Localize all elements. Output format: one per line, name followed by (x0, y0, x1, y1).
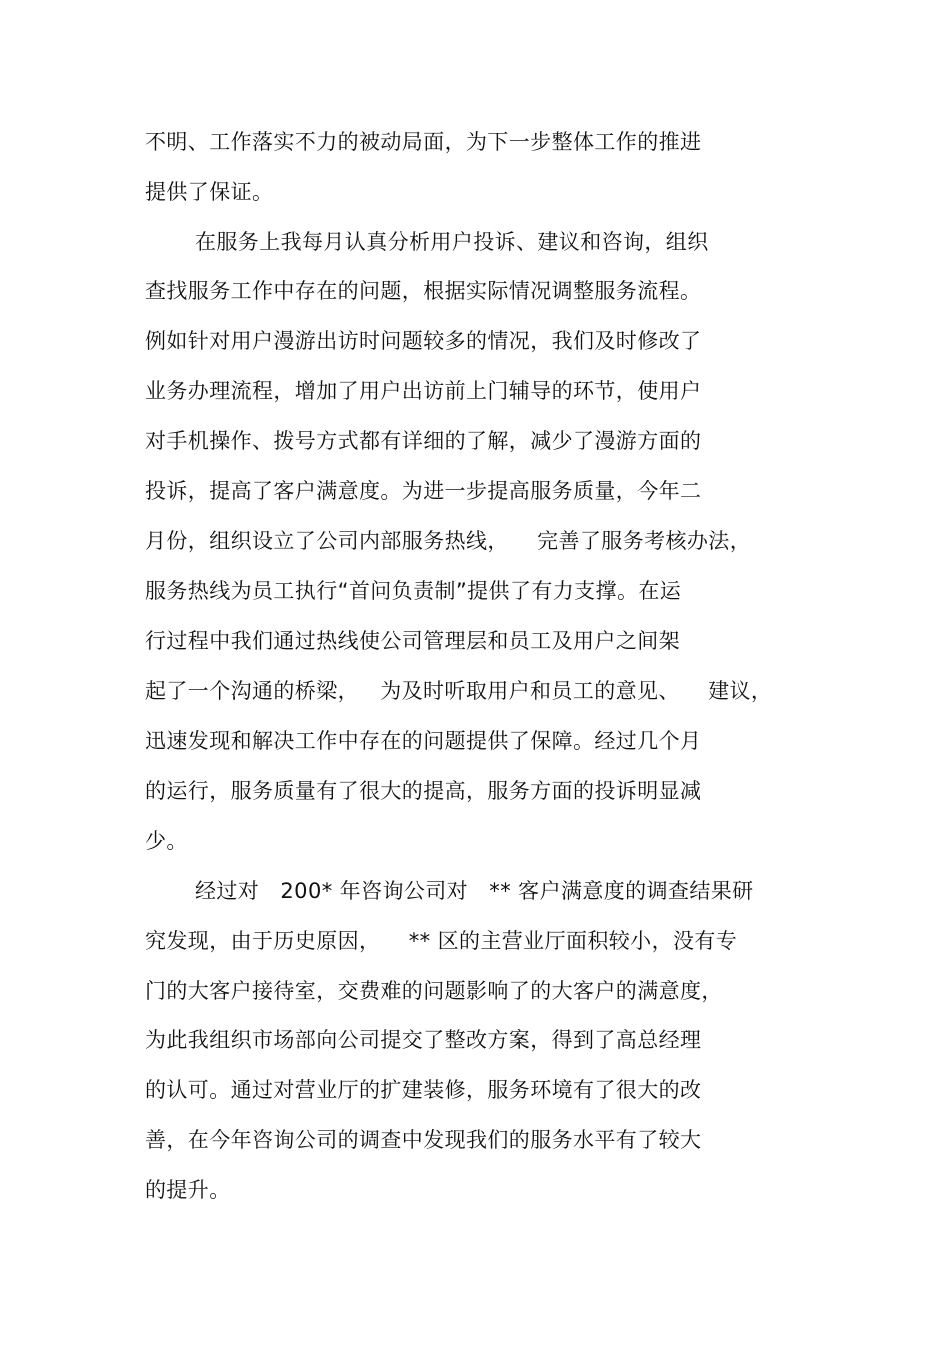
text-line: 投诉，提高了客户满意度。为进一步提高服务质量，今年二 (145, 479, 702, 503)
text-line: 起了一个沟通的桥梁， 为及时听取用户和员工的意见、 建议， (145, 679, 773, 703)
text-line: 月份，组织设立了公司内部服务热线， 完善了服务考核办法， (145, 529, 752, 553)
text-line: 提供了保证。 (145, 180, 274, 204)
text-line: 不明、工作落实不力的被动局面，为下一步整体工作的推进 (145, 130, 702, 154)
text-line: 的提升。 (145, 1178, 231, 1202)
text-line: 迅速发现和解决工作中存在的问题提供了保障。经过几个月 (145, 729, 702, 753)
text-line: 善，在今年咨询公司的调查中发现我们的服务水平有了较大 (145, 1128, 702, 1152)
text-line: 的运行，服务质量有了很大的提高，服务方面的投诉明显减 (145, 779, 702, 803)
text-line: 例如针对用户漫游出访时问题较多的情况，我们及时修改了 (145, 329, 702, 353)
text-line: 的认可。通过对营业厅的扩建装修，服务环境有了很大的改 (145, 1078, 702, 1102)
paragraph-first-line: 在服务上我每月认真分析用户投诉、建议和咨询，组织 (195, 230, 709, 254)
text-line: 行过程中我们通过热线使公司管理层和员工及用户之间架 (145, 629, 680, 653)
paragraph-first-line: 经过对 200* 年咨询公司对 ** 客户满意度的调查结果研 (195, 879, 754, 903)
text-line: 少。 (145, 829, 188, 853)
text-line: 服务热线为员工执行“首问负责制”提供了有力支撑。在运 (145, 579, 682, 603)
text-line: 业务办理流程，增加了用户出访前上门辅导的环节，使用户 (145, 379, 702, 403)
text-line: 查找服务工作中存在的问题，根据实际情况调整服务流程。 (145, 279, 702, 303)
text-line: 为此我组织市场部向公司提交了整改方案，得到了高总经理 (145, 1028, 702, 1052)
text-line: 门的大客户接待室，交费难的问题影响了的大客户的满意度， (145, 979, 723, 1003)
text-line: 究发现，由于历史原因， ** 区的主营业厅面积较小，没有专 (145, 929, 738, 953)
text-line: 对手机操作、拨号方式都有详细的了解，减少了漫游方面的 (145, 429, 702, 453)
